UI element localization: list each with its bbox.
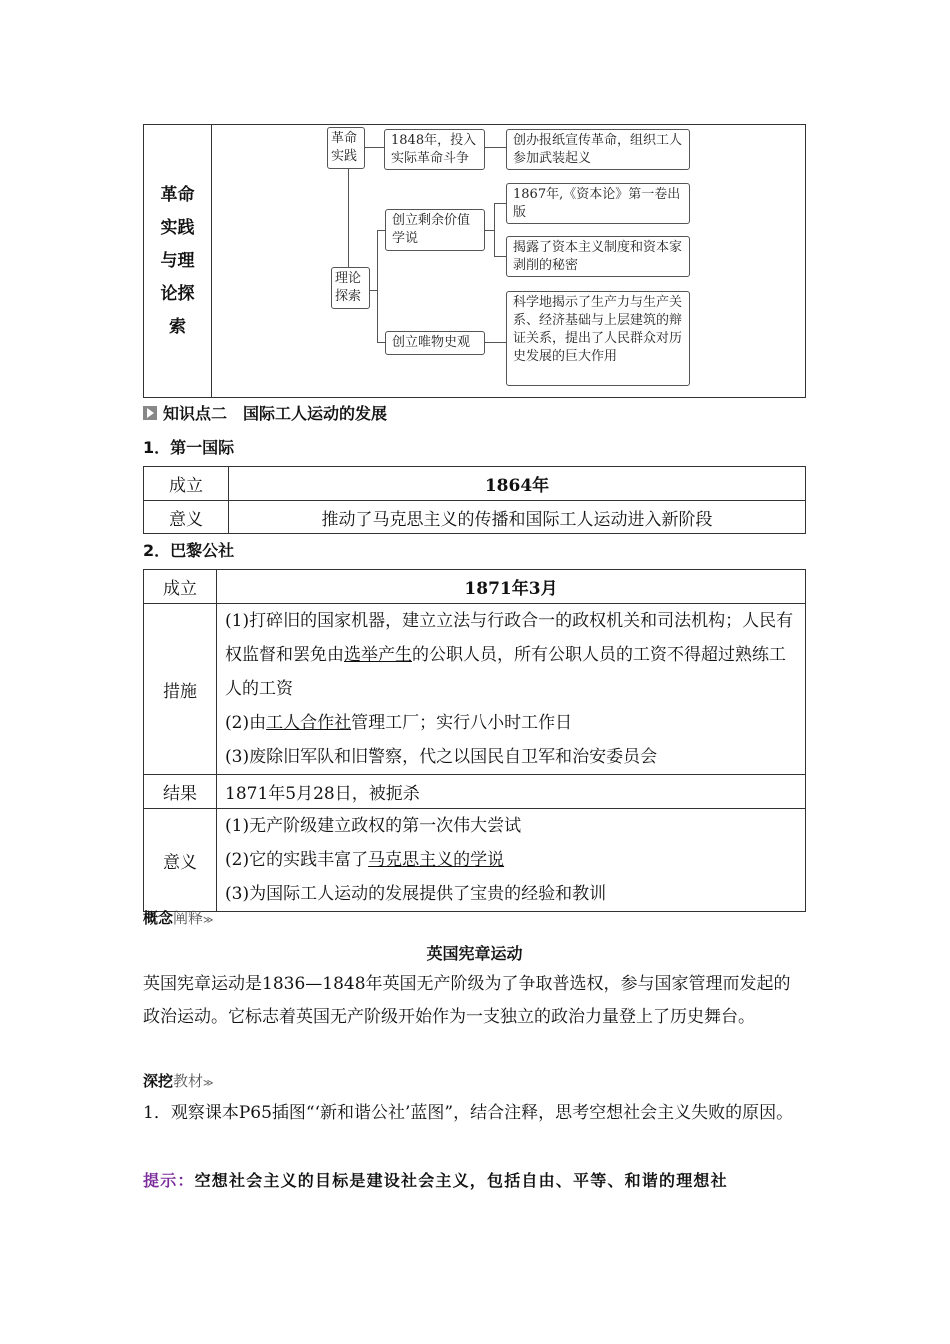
connector [348, 169, 349, 277]
connector [364, 147, 384, 148]
chevron-down-icon: ≫ [203, 915, 214, 926]
significance-3: (3)为国际工人运动的发展提供了宝贵的经验和教训 [225, 884, 607, 904]
diagram-label-cell [144, 125, 212, 397]
connector [484, 230, 494, 231]
elected-underline: 选举产生 [344, 645, 412, 665]
node-reveal: 揭露了资本主义制度和资本家剥削的秘密 [506, 236, 690, 277]
dig-question: 1．观察课本P65插图“‘新和谐公社’蓝图”，结合注释，思考空想社会主义失败的原因。 [143, 1103, 794, 1123]
section-heading [143, 401, 387, 424]
row-label: 意义 [144, 501, 229, 534]
node-historical: 创立唯物史观 [385, 331, 485, 355]
row-label: 成立 [144, 467, 229, 501]
dig-hint [143, 1164, 823, 1197]
connector [494, 256, 506, 257]
founded-value: 1871年3月 [217, 570, 806, 604]
result-value: 1871年5月28日，被扼杀 [217, 775, 806, 809]
first-international-heading: 1．第一国际 [143, 438, 235, 457]
measures-label: 措施 [144, 604, 217, 775]
node-capital: 1867年,《资本论》第一卷出版 [506, 183, 690, 224]
diagram-table [143, 124, 806, 398]
hint-text: 空想社会主义的目标是建设社会主义，包括自由、平等、和谐的理想社 [194, 1171, 728, 1190]
connector [484, 147, 506, 148]
row-value: 1864年 [229, 467, 806, 501]
measures-cell [217, 604, 806, 775]
measure-3: (3)废除旧军队和旧警察，代之以国民自卫军和治安委员会 [225, 747, 658, 767]
chevron-down-icon: ≫ [203, 1078, 214, 1089]
connector [377, 230, 378, 342]
concept-tag: 概念阐释≫ [143, 909, 214, 927]
meaning-cell [217, 809, 806, 912]
node-newspaper: 创办报纸宣传革命，组织工人参加武装起义 [506, 129, 690, 170]
concept-body: 英国宪章运动是1836—1848年英国无产阶级为了争取普选权，参与国家管理而发起的政治运动。它标志着英国无产阶级开始作为一支独立的政治力量登上了历史舞台。 [143, 974, 791, 1027]
node-theory: 理论探索 [331, 267, 370, 309]
node-surplus: 创立剩余价值学说 [385, 209, 485, 251]
diagram-label: 革命实践与理论探索 [160, 184, 195, 337]
first-international-table [143, 466, 806, 534]
connector [494, 203, 495, 256]
connector [377, 230, 385, 231]
connector [484, 342, 506, 343]
paris-commune-heading: 2．巴黎公社 [143, 541, 235, 560]
result-label: 结果 [144, 775, 217, 809]
section-title: 知识点二 国际工人运动的发展 [163, 404, 388, 423]
concept-title: 英国宪章运动 [426, 944, 523, 963]
founded-label: 成立 [144, 570, 217, 604]
node-practice: 革命实践 [327, 127, 365, 169]
meaning-label: 意义 [144, 809, 217, 912]
dig-tag: 深挖教材≫ [143, 1072, 214, 1090]
connector [494, 203, 506, 204]
node-1848: 1848年，投入实际革命斗争 [384, 129, 485, 170]
significance-1: (1)无产阶级建立政权的第一次伟大尝试 [225, 816, 522, 836]
measure-2: (2)由工人合作社管理工厂；实行八小时工作日 [225, 713, 573, 733]
connector [370, 290, 377, 291]
triangle-marker-icon [143, 406, 157, 420]
connector [377, 342, 385, 343]
significance-2: (2)它的实践丰富了马克思主义的学说 [225, 850, 505, 870]
paris-commune-table [143, 569, 806, 912]
marxism-underline: 马克思主义的学说 [368, 850, 505, 870]
hint-label: 提示： [143, 1171, 195, 1190]
row-value: 推动了马克思主义的传播和国际工人运动进入新阶段 [229, 501, 806, 534]
node-scientific: 科学地揭示了生产力与生产关系、经济基础与上层建筑的辩证关系，提出了人民群众对历史发展的巨大作用 [506, 291, 690, 386]
measure-1: (1)打碎旧的国家机器，建立立法与行政合一的政权机关和司法机构；人民有权监督和罢免由选举产生的公职人员，所有公职人员的工资不得超过熟练工人的工资 [225, 611, 794, 699]
cooperative-underline: 工人合作社 [266, 713, 352, 733]
